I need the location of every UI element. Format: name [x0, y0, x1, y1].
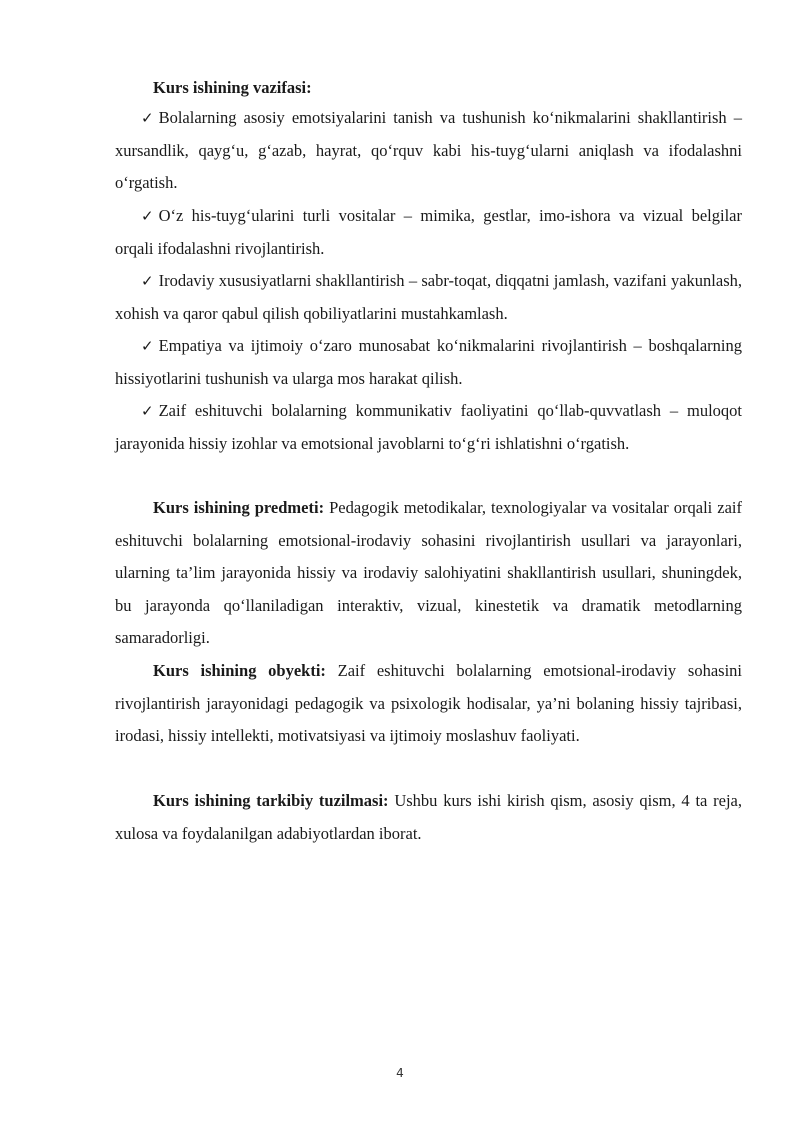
bullet-text: Zaif eshituvchi bolalarning kommunikativ faoliyatini qoʻllab-quvvatlash – muloqot jarayonida hissiy izohlar va emotsional javoblarni toʻgʻri ishlatishni oʻrgatish. [115, 401, 742, 453]
paragraph-text: Zaif eshituvchi bolalarning emotsional-irodaviy sohasini rivojlantirish jarayonidagi pedagogik va psixologik hodisalar, ya’ni bolaning hissiy tajribasi, irodasi, hissiy intellekti, motivatsiyasi va ijtimoiy moslashuv faoliyati. [115, 661, 742, 745]
section-heading-vazifasi: Kurs ishining vazifasi: [153, 78, 312, 97]
bullet-item [115, 395, 742, 460]
document-page [115, 0, 742, 1131]
bullet-item [115, 265, 742, 330]
bullet-text: Oʻz his-tuygʻularini turli vositalar – mimika, gestlar, imo-ishora va vizual belgilar orqali ifodalashni rivojlantirish. [115, 206, 742, 258]
paragraph-predmeti [115, 492, 742, 655]
checkmark-icon: ✓ [141, 272, 154, 290]
paragraph-text: Ushbu kurs ishi kirish qism, asosiy qism, 4 ta reja, xulosa va foydalanilgan adabiyotlardan iborat. [115, 791, 742, 843]
bullet-item [115, 330, 742, 395]
bullet-item [115, 102, 742, 200]
paragraph-label: Kurs ishining obyekti: [153, 661, 326, 680]
paragraph-tarkibiy-tuzilmasi [115, 785, 742, 850]
paragraph-text: Pedagogik metodikalar, texnologiyalar va vositalar orqali zaif eshituvchi bolalarning emotsional-irodaviy sohasini rivojlantirish usullari va jarayonlari, ularning ta’lim jarayonida hissiy va irodaviy salohiyatini shakllantirish usullari, shuningdek, bu jarayonda qoʻllaniladigan interaktiv, vizual, kinestetik va dramatik metodlarning samaradorligi. [115, 498, 742, 647]
checkmark-icon: ✓ [141, 109, 154, 127]
bullet-text: Bolalarning asosiy emotsiyalarini tanish va tushunish koʻnikmalarini shakllantirish – xursandlik, qaygʻu, gʻazab, hayrat, qoʻrquv kabi his-tuygʻularni aniqlash va ifodalashni oʻrgatish. [115, 108, 742, 192]
checkmark-icon: ✓ [141, 337, 154, 355]
paragraph-obyekti [115, 655, 742, 753]
checkmark-icon: ✓ [141, 207, 154, 225]
bullet-text: Irodaviy xususiyatlarni shakllantirish – sabr-toqat, diqqatni jamlash, vazifani yakunlash, xohish va qaror qabul qilish qobiliyatlarini mustahkamlash. [115, 271, 742, 323]
paragraph-label: Kurs ishining predmeti: [153, 498, 325, 517]
paragraph-label: Kurs ishining tarkibiy tuzilmasi: [153, 791, 389, 810]
bullet-item [115, 200, 742, 265]
bullet-text: Empatiya va ijtimoiy oʻzaro munosabat koʻnikmalarini rivojlantirish – boshqalarning hissiyotlarini tushunish va ularga mos harakat qilish. [115, 336, 742, 388]
checkmark-icon: ✓ [141, 402, 154, 420]
page-number: 4 [396, 1066, 404, 1080]
